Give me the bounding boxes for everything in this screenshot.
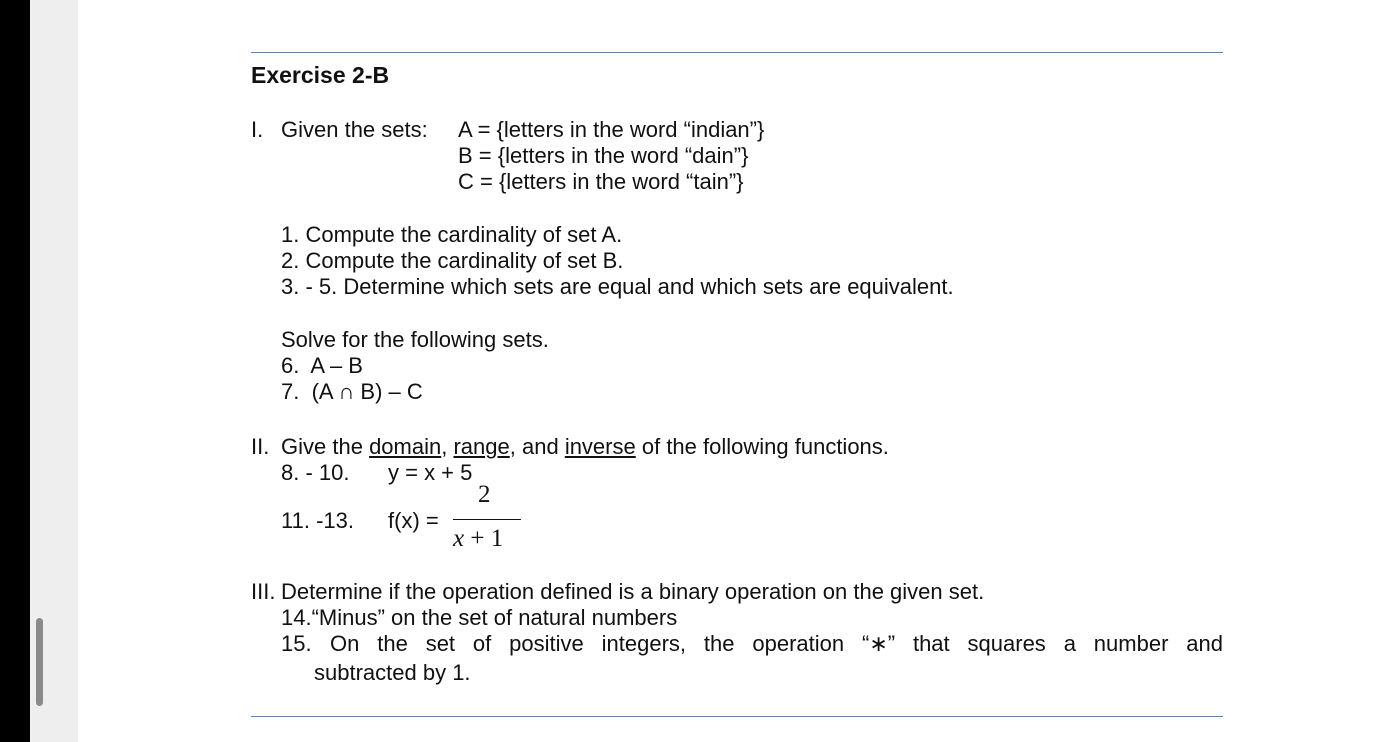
- part2-heading: [281, 434, 889, 460]
- item-2: [281, 248, 623, 274]
- denominator-rest: + 1: [464, 525, 504, 552]
- scrollbar-handle[interactable]: [36, 618, 43, 706]
- part1-roman: I.: [251, 117, 264, 142]
- part3-roman: III.: [251, 579, 276, 604]
- fraction-bar: [453, 519, 521, 520]
- item-11-number: 11. -13.: [281, 508, 354, 533]
- part2-text-before: Give the: [281, 434, 363, 459]
- item-14: [281, 605, 677, 631]
- set-c-definition: C = {letters in the word “tain”}: [458, 169, 744, 194]
- item-15-number: 15.: [281, 631, 312, 656]
- item-3-5: [281, 274, 954, 300]
- item-14-number: 14.: [281, 605, 312, 630]
- item-7: [281, 379, 423, 405]
- item-7-text: (A ∩ B) – C: [311, 379, 423, 404]
- denominator-variable: x: [453, 525, 465, 552]
- inverse-term: inverse: [564, 434, 636, 459]
- item-11-lhs: f(x) =: [388, 508, 439, 533]
- item-6-number: 6.: [281, 353, 300, 378]
- given-sets-label: Given the sets:: [281, 117, 428, 142]
- item-7-number: 7.: [281, 379, 300, 404]
- item-15-line1: On the set of positive integers, the operation “∗” that squares a number and: [330, 631, 1223, 656]
- domain-term: domain: [369, 434, 442, 459]
- range-term: range: [453, 434, 510, 459]
- set-a-definition: A = {letters in the word “indian”}: [458, 117, 765, 142]
- item-8-number: 8. - 10.: [281, 460, 350, 485]
- item-3-number: 3.: [281, 274, 300, 299]
- exercise-title: Exercise 2-B: [251, 62, 390, 88]
- item-1-text: Compute the cardinality of set A.: [305, 222, 623, 247]
- item-1-number: 1.: [281, 222, 300, 247]
- item-2-text: Compute the cardinality of set B.: [305, 248, 624, 273]
- part2-sep1: ,: [441, 434, 448, 459]
- item-14-text: “Minus” on the set of natural numbers: [311, 605, 678, 630]
- set-b-definition: B = {letters in the word “dain”}: [458, 143, 749, 168]
- item-1: [281, 222, 622, 248]
- part2-roman: II.: [251, 434, 270, 459]
- item-3-text: - 5. Determine which sets are equal and which sets are equivalent.: [305, 274, 954, 299]
- item-6: [281, 353, 363, 379]
- top-divider: [251, 52, 1223, 53]
- item-2-number: 2.: [281, 248, 300, 273]
- part2-text-after: of the following functions.: [641, 434, 889, 459]
- left-black-bar: [0, 0, 30, 742]
- part3-text: Determine if the operation defined is a binary operation on the given set.: [281, 579, 985, 604]
- item-8-expression: y = x + 5: [388, 460, 473, 485]
- fraction-numerator: 2: [478, 481, 491, 508]
- fraction-denominator: [453, 526, 503, 552]
- item-15-line2: subtracted by 1.: [314, 660, 471, 685]
- bottom-divider: [251, 716, 1223, 717]
- item-6-text: A – B: [310, 353, 363, 378]
- solve-label: Solve for the following sets.: [281, 327, 549, 352]
- part2-sep2: , and: [509, 434, 559, 459]
